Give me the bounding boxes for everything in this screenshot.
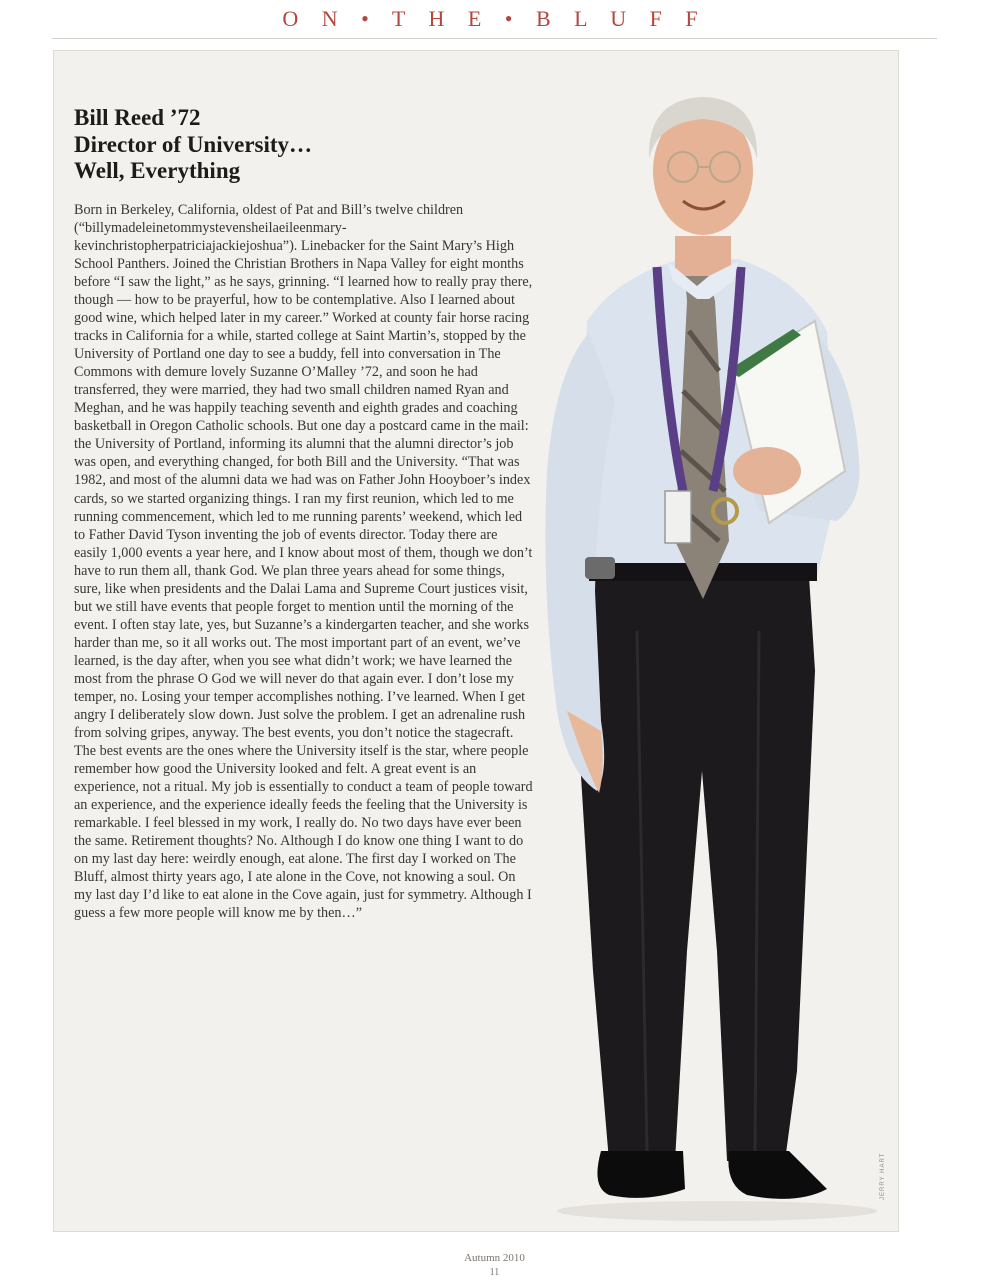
section-header: O N • T H E • B L U F F bbox=[282, 6, 707, 31]
headline-role: Director of University… bbox=[74, 131, 313, 157]
page-number: 11 bbox=[489, 1267, 500, 1278]
header-divider bbox=[52, 38, 937, 39]
photo-credit: JERRY HART bbox=[880, 1152, 886, 1200]
article-panel bbox=[53, 50, 899, 1232]
article-headline bbox=[74, 105, 312, 185]
headline-subtitle: Well, Everything bbox=[74, 158, 241, 183]
portrait-photo bbox=[497, 71, 899, 1231]
headline-name: Bill Reed ’72 bbox=[74, 105, 201, 130]
article-body: Born in Berkeley, California, oldest of Pat and Bill’s twelve children (“billymadeleinetommystevensheilaeileenmary-kevinchristopherpatriciajackiejoshua”). Linebacker for the Saint Mary’s High School Panthers. Joined the Christian Brothers in Napa Valley for eight months before “I saw the light,” as he says, grinning. “I learned how to really pray there, though — how to be prayerful, how to be contemplative. Also I learned about good wine, which helped later in my career.” Worked at county fair horse racing tracks in California for a while, started college at Saint Martin’s, stopped by the University of Portland one day to see a buddy, fell into conversation in The Commons with demure lovely Suzanne O’Malley ’72, and soon he had transferred, they were married, they had two small children named Ryan and Meghan, and he was happily teaching seventh and eighth grades and coaching basketball in Oregon Catholic schools. But one day a postcard came in the mail: the University of Portland, informing its alumni that the alumni director’s job was open, and everything changed, for both Bill and the University. “That was 1982, and most of the alumni data we had was on Father John Hooyboer’s index cards, so we started organizing things. I ran my first reunion, which led to me running commencement, which led to me running parents’ weekend, which led to Father David Tyson inventing the job of events director. Today there are easily 1,000 events a year here, and I know about most of them, though we don’t have to run them all, thank God. We plan three years ahead for some things, sure, like when presidents and the Dalai Lama and Supreme Court justices visit, but we still have events that people forget to mention until the morning of the event. I often stay late, yes, but Suzanne’s a kindergarten teacher, and she works harder than me, so it all works out. The most important part of an event, we’ve learned, is the day after, when you see what didn’t work; we have learned the most from the phrase O God we will never do that again ever. I don’t lose my temper, no. Losing your temper accomplishes nothing. I’ve learned. When I get angry I deliberately slow down. Just solve the problem. I get an adrenaline rush from solving gripes, anyway. The best events, you don’t notice the stagecraft. The best events are the ones where the University itself is the star, where people remember how good the University looked and felt. A great event is an experience, not a ritual. My job is essentially to conduct a team of people toward an experience, and the experience ideally feeds the feeling that the University is remarkable. I feel blessed in my work, I really do. No two days have ever been the same. Retirement thoughts? No. Although I do know one thing I want to do on my last day here: weirdly enough, eat alone. The first day I worked on The Bluff, almost thirty years ago, I ate alone in the Cove, not knowing a soul. On my last day I’d like to eat alone in the Cove again, just for symmetry. Although I guess a few more people will know me by then…” bbox=[74, 202, 533, 922]
issue-label: Autumn 2010 bbox=[464, 1252, 525, 1264]
